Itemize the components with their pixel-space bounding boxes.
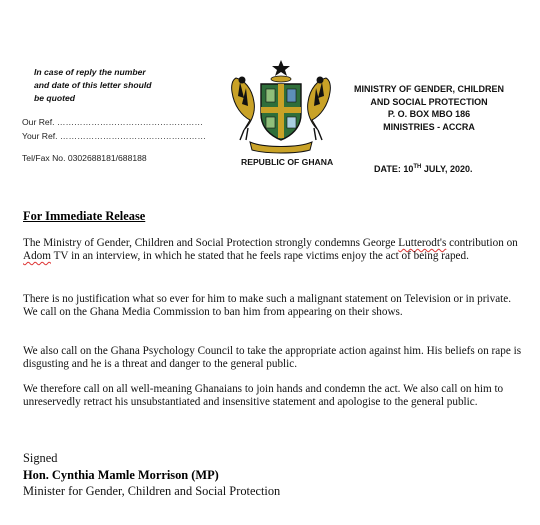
signer-title: Minister for Gender, Children and Social Protection (23, 484, 281, 498)
p1-text-e: TV in an interview, in which he stated that he feels rape victims enjoy the act of being raped. (50, 250, 469, 263)
p1-text-c: contribution on (446, 237, 518, 249)
p1-text-a: The Ministry of Gender, Children and Social Protection strongly condemns George (23, 237, 399, 249)
paragraph-2: There is no justification what so ever for him to make such a malignant statement on Television or in private. We call on the Ghana Media Commission to ban him from appearing on their shows. (23, 293, 512, 319)
coat-of-arms-icon (226, 58, 336, 154)
ministry-line: AND SOCIAL PROTECTION (370, 96, 488, 107)
reply-note: In case of reply the number and date of this letter should be quoted (34, 67, 152, 103)
signer-name: Hon. Cynthia Mamle Morrison (MP) (23, 468, 219, 482)
paragraph-3: We also call on the Ghana Psychology Council to take the appropriate action against him. His beliefs on rape is disgusting and he is a threat and danger to the general public. (23, 345, 522, 371)
your-ref: Your Ref. …………………………………………… (22, 131, 206, 141)
paragraph-1 (23, 237, 523, 263)
letter-date (374, 164, 473, 174)
p1-name-misspelled: Lutterodt's (398, 237, 447, 249)
telfax: Tel/Fax No. 0302688181/688188 (22, 153, 147, 163)
date-sup: TH (413, 164, 422, 170)
republic-label: REPUBLIC OF GHANA (241, 157, 334, 167)
ministry-line: MINISTRIES - ACCRA (383, 121, 475, 132)
ministry-line: P. O. BOX MBO 186 (387, 109, 471, 119)
ministry-line: MINISTRY OF GENDER, CHILDREN (353, 84, 504, 94)
release-title: For Immediate Release (23, 209, 146, 223)
ministry-address (349, 83, 509, 133)
signed-label: Signed (23, 451, 58, 465)
date-suffix: JULY, 2020. (421, 164, 473, 174)
our-ref: Our Ref. …………………………………………… (22, 117, 203, 127)
paragraph-4: We therefore call on all well-meaning Ghanaians to join hands and condemn the act. We also call on him to unreservedly retract his unsubstantiated and insensitive statement and apologise to the general public. (23, 383, 504, 409)
p1-adom-misspelled: Adom (23, 250, 51, 263)
date-prefix: DATE: 10 (374, 164, 414, 174)
